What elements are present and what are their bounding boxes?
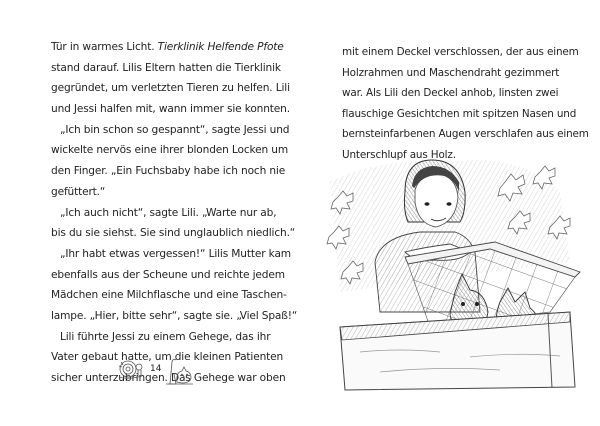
cat-ornament-icon xyxy=(164,356,194,386)
text-line: „Ihr habt etwas vergessen!“ Lilis Mutter kam xyxy=(60,247,291,260)
text-line: Lili führte Jessi zu einem Gehege, das ihr xyxy=(60,330,271,343)
text-line: und Jessi halfen mit, wann immer sie konnten. xyxy=(51,103,290,116)
snail-ornament-icon xyxy=(116,356,146,382)
text-line xyxy=(51,37,297,58)
text-line: ebenfalls aus der Scheune und reichte jedem xyxy=(51,268,285,281)
girl-with-fox-cubs-illustration xyxy=(320,152,585,392)
text-line: Unterschlupf aus Holz. xyxy=(342,148,456,161)
text-line: mit einem Deckel verschlossen, der aus einem xyxy=(342,46,579,58)
text-line: lampe. „Hier, bitte sehr“, sagte sie. „Viel Spaß!“ xyxy=(51,309,298,322)
text-line: gegründet, um verletzten Tieren zu helfen. Lili xyxy=(51,82,290,95)
text-line: Mädchen eine Milchflasche und eine Taschen- xyxy=(51,289,287,302)
text-line: „Ich auch nicht“, sagte Lili. „Warte nur ab, xyxy=(60,206,277,219)
right-page-text xyxy=(342,42,589,165)
left-page-text xyxy=(51,37,297,389)
text-line: wickelte nervös eine ihrer blonden Locken um xyxy=(51,144,288,157)
text-line: war. Als Lili den Deckel anhob, linsten zwei xyxy=(342,87,559,99)
text-line: den Finger. „Ein Fuchsbaby habe ich noch nie xyxy=(51,165,286,178)
text-line: flauschige Gesichtchen mit spitzen Nasen und xyxy=(342,107,577,120)
text-line: Vater gebaut hatte, um die kleinen Patienten xyxy=(51,351,284,364)
page-footer xyxy=(116,352,216,392)
text-line: bernsteinfarbenen Augen verschlafen aus einem xyxy=(342,128,589,140)
clinic-name: Tierklinik Helfende Pfote xyxy=(157,41,284,53)
text-span: Tür in warmes Licht. xyxy=(51,41,158,53)
text-line: sicher unterzubringen. Das Gehege war oben xyxy=(51,372,286,384)
text-line: gefüttert.“ xyxy=(51,185,106,198)
text-line: Holzrahmen und Maschendraht gezimmert xyxy=(342,66,560,79)
page-number: 14 xyxy=(150,364,162,374)
text-line: stand darauf. Lilis Eltern hatten die Tierklinik xyxy=(51,61,281,74)
text-line: „Ich bin schon so gespannt“, sagte Jessi und xyxy=(60,123,290,136)
text-line: bis du sie siehst. Sie sind unglaublich niedlich.“ xyxy=(51,227,296,240)
